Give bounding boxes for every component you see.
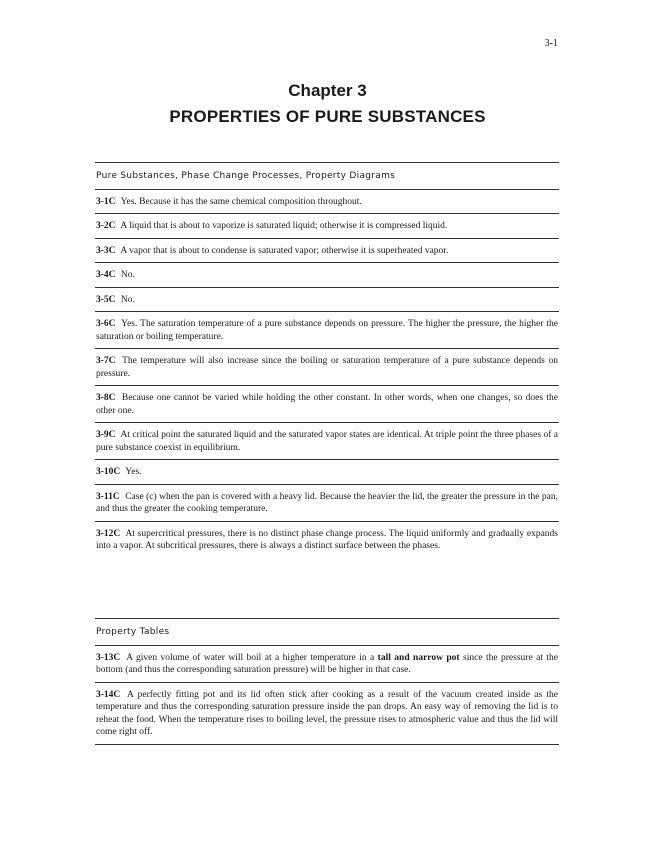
problem-item: [95, 349, 559, 386]
problem-number: 3-5C: [96, 294, 116, 305]
problem-text: The temperature will also increase since the boiling or saturation temperature of a pure substance depends on pressure.: [96, 356, 558, 379]
problem-text: since the pressure at the bottom (and thus the corresponding saturation pressure) will be higher in that case.: [96, 652, 558, 675]
problem-number: 3-7C: [96, 356, 116, 366]
problem-item: [95, 683, 559, 745]
problem-item: [95, 288, 559, 313]
problem-number: 3-9C: [96, 430, 116, 440]
problem-item: [95, 239, 559, 264]
problem-item: [95, 646, 559, 683]
problem-number: 3-4C: [96, 270, 116, 280]
problem-number: 3-3C: [96, 245, 116, 256]
problem-text: A perfectly fitting pot and its lid often stick after cooking as a result of the vacuum created inside as the temperature and thus the corresponding saturation pressure inside the pan drops. An easy way of removing the lid is to reheat the food. When the temperature rises to boiling level, the pressure rises to atmospheric value and thus the lid will come right off.: [96, 689, 558, 737]
problem-number: 3-11C: [96, 491, 120, 502]
problem-number: 3-13C: [96, 652, 121, 663]
chapter-title: PROPERTIES OF PURE SUBSTANCES: [169, 107, 486, 126]
problem-number: 3-2C: [96, 221, 116, 231]
chapter-heading: [0, 80, 655, 129]
problem-text: A liquid that is about to vaporize is saturated liquid; otherwise it is compressed liquid.: [120, 221, 448, 231]
problem-text: No.: [120, 294, 135, 305]
problem-number: 3-12C: [96, 528, 121, 539]
section-header: Property Tables: [95, 618, 559, 646]
page-number: 3-1: [544, 38, 558, 49]
problem-text: No.: [120, 270, 135, 280]
problem-item: [95, 423, 559, 460]
chapter-number: Chapter 3: [288, 81, 367, 100]
problem-text: Yes. Because it has the same chemical composition throughout.: [120, 196, 362, 207]
problem-number: 3-8C: [96, 393, 116, 403]
problem-text: Case (c) when the pan is covered with a heavy lid. Because the heavier the lid, the greater the pressure in the pan, and thus the greater the cooking temperature.: [96, 491, 559, 514]
problem-number: 3-10C: [96, 467, 121, 477]
problem-number: 3-14C: [96, 689, 121, 700]
problem-number: 3-6C: [96, 319, 116, 329]
problem-text: A given volume of water will boil at a higher temperature in a: [126, 652, 378, 663]
problem-item: [95, 263, 559, 288]
problem-text: Because one cannot be varied while holding the other constant. In other words, when one changes, so does the other one.: [96, 393, 559, 416]
problem-item: [95, 214, 559, 239]
problem-item: [95, 460, 559, 485]
problem-item: [95, 190, 559, 215]
problem-item: [95, 312, 559, 349]
problem-text: At critical point the saturated liquid and the saturated vapor states are identical. At triple point the three phases of a pure substance coexist in equilibrium.: [96, 430, 558, 453]
problem-text: Yes. The saturation temperature of a pure substance depends on pressure. The higher the pressure, the higher the saturation or boiling temperature.: [96, 319, 558, 342]
problem-text: At supercritical pressures, there is no distinct phase change process. The liquid uniformly and gradually expands into a vapor. At subcritical pressures, there is always a distinct surface between the phases.: [96, 528, 558, 551]
problem-emphasis: tall and narrow pot: [377, 652, 460, 663]
section-property-tables: [95, 618, 559, 745]
section-pure-substances: [95, 162, 559, 558]
problem-number: 3-1C: [96, 196, 116, 207]
section-header: Pure Substances, Phase Change Processes, Property Diagrams: [95, 162, 559, 190]
problem-item: [95, 522, 559, 558]
problem-text: A vapor that is about to condense is saturated vapor; otherwise it is superheated vapor.: [120, 245, 449, 256]
problem-text: Yes.: [125, 467, 142, 477]
problem-item: [95, 485, 559, 522]
problem-item: [95, 386, 559, 423]
